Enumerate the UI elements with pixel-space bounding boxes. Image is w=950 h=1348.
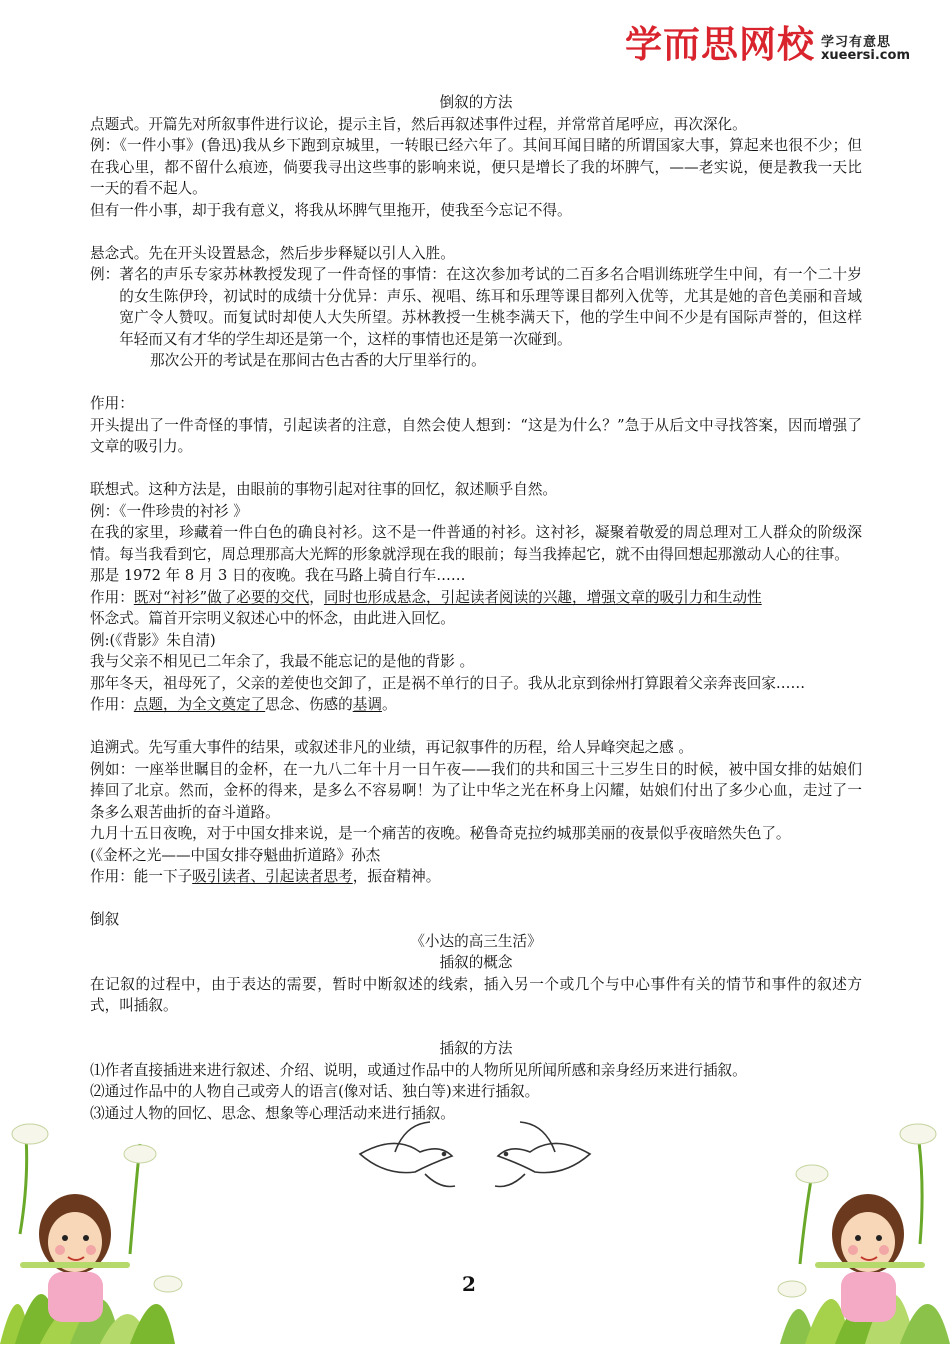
logo-url: xueersi.com bbox=[820, 48, 910, 64]
example-label: 例： bbox=[90, 266, 120, 283]
paragraph: ⑶通过人物的回忆、思念、想象等心理活动来进行插叙。 bbox=[90, 1104, 455, 1122]
page-number: 2 bbox=[462, 1272, 476, 1296]
paragraph: 在我的家里，珍藏着一件白色的确良衬衫。这不是一件普通的衬衫。这衬衫，凝聚着敬爱的周总理对工人群众的阶级深情。每当我看到它，周总理那高大光辉的形象就浮现在我的眼前；每当我捧起它，就不由得回想起那激动人心的往事。 bbox=[90, 524, 862, 563]
paragraph: 我与父亲不相见已二年余了，我最不能忘记的是他的背影 。 bbox=[90, 653, 475, 670]
text: 思念、伤感的 bbox=[265, 696, 353, 713]
paragraph-example bbox=[90, 264, 862, 350]
paragraph: 那年冬天，祖母死了，父亲的差使也交卸了，正是祸不单行的日子。我从北京到徐州打算跟着父亲奔丧回家…… bbox=[90, 674, 806, 692]
text: ，振奋精神。 bbox=[352, 868, 441, 885]
paragraph: 那是 1972 年 8 月 3 日的夜晚。我在马路上骑自行车…… bbox=[90, 567, 466, 584]
example-text: 著名的声乐专家苏林教授发现了一件奇怪的事情：在这次参加考试的二百多名合唱训练班学生中间，有一个二十岁的女生陈伊玲，初试时的成绩十分优异：声乐、视唱、练耳和乐理等课目都列入优等，尤其是她的音色美丽和音域宽广令人赞叹。而复试时却使人大失所望。苏林教授一生桃李满天下，他的学生中间不少是有国际声誉的，但这样年轻而又有才华的学生却还是第一个，这样的事情也还是第一次碰到。 bbox=[119, 266, 862, 348]
section-title: 插叙的方法 bbox=[439, 1040, 513, 1057]
underlined-text: 吸引读者、引起读者思考 bbox=[192, 868, 353, 885]
paragraph: 怀念式。篇首开宗明义叙述心中的怀念，由此进入回忆。 bbox=[90, 610, 455, 627]
paragraph: 追溯式。先写重大事件的结果，或叙述非凡的业绩，再记叙事件的历程，给人异峰突起之感 。 bbox=[90, 739, 693, 756]
underlined-text: 基调 bbox=[352, 696, 382, 713]
footer-illustration bbox=[0, 1114, 950, 1344]
effect-label: 作用： bbox=[90, 696, 134, 713]
underlined-text: 既对“衬衫” bbox=[133, 588, 208, 606]
dove-right-icon bbox=[495, 1122, 590, 1187]
section-title: 倒叙的方法 bbox=[439, 94, 513, 111]
paragraph: 那次公开的考试是在那间古色古香的大厅里举行的。 bbox=[150, 352, 486, 369]
paragraph: 倒叙 bbox=[90, 911, 120, 928]
text: ， bbox=[309, 588, 324, 606]
section-title: 插叙的概念 bbox=[439, 954, 513, 971]
paragraph: 例如：一座举世瞩目的金杯，在一九八二年十月一日午夜——我们的共和国三十三岁生日的时候，被中国女排的姑娘们捧回了北京。然而，金杯的得来，是多么不容易啊！为了让中华之光在杯身上闪耀，姑娘们付出了多少心血，走过了一条多么艰苦曲折的奋斗道路。 bbox=[90, 760, 862, 821]
underlined-text: 点题，为全文奠定了 bbox=[133, 696, 266, 713]
dove-left-icon bbox=[360, 1122, 455, 1187]
paragraph: 联想式。这种方法是，由眼前的事物引起对往事的回忆，叙述顺乎自然。 bbox=[90, 481, 558, 498]
effect-label: 作用：能一下子 bbox=[90, 868, 193, 885]
logo-side bbox=[821, 36, 910, 63]
paragraph-effect bbox=[90, 587, 862, 609]
section-title: 《小达的高三生活》 bbox=[410, 932, 542, 950]
paragraph: 开头提出了一件奇怪的事情，引起读者的注意，自然会使人想到：“这是为什么？”急于从后文中寻找答案，因而增强了文章的吸引力。 bbox=[90, 416, 862, 455]
paragraph: (《金杯之光——中国女排夺魁曲折道路》孙杰 bbox=[90, 846, 381, 864]
paragraph: ⑵通过作品中的人物自己或旁人的语言(像对话、独白等)来进行插叙。 bbox=[90, 1083, 540, 1100]
paragraph: 在记叙的过程中，由于表达的需要，暂时中断叙述的线索，插入另一个或几个与中心事件有关的情节和事件的叙述方式，叫插叙。 bbox=[90, 975, 862, 1014]
paragraph: 九月十五日夜晚，对于中国女排来说，是一个痛苦的夜晚。秘鲁奇克拉约城那美丽的夜景似乎夜暗然失色了。 bbox=[90, 825, 791, 842]
paragraph-effect bbox=[90, 866, 862, 888]
underlined-text: 同时也形成悬念，引起读者阅读的兴趣，增强文章的吸引力和生动性 bbox=[323, 588, 762, 606]
paragraph: 作用： bbox=[90, 395, 134, 412]
paragraph: 例:(《背影》朱自清) bbox=[90, 631, 216, 649]
logo-text: 学而思网校 bbox=[624, 23, 815, 66]
logo-slogan: 学习有意思 bbox=[820, 34, 891, 50]
paragraph-effect bbox=[90, 694, 862, 716]
underlined-text: 做了必要的交代 bbox=[207, 588, 310, 606]
document-body bbox=[90, 92, 862, 1124]
paragraph: 例：《一件小事》(鲁迅)我从乡下跑到京城里，一转眼已经六年了。其间耳闻目睹的所谓国家大事，算起来也很不少；但在我心里，都不留什么痕迹，倘要我寻出这些事的影响来说，便只是增长了我的坏脾气，——老实说，便是教我一天比一天的看不起人。 bbox=[90, 137, 862, 197]
paragraph: 例：《一件珍贵的衬衫 》 bbox=[90, 502, 248, 520]
footer-decoration bbox=[0, 1114, 950, 1344]
paragraph: 悬念式。先在开头设置悬念，然后步步释疑以引人入胜。 bbox=[90, 244, 455, 262]
effect-label: 作用： bbox=[90, 588, 134, 606]
paragraph: 但有一件小事，却于我有意义，将我从坏脾气里拖开，使我至今忘记不得。 bbox=[90, 201, 572, 219]
paragraph: 点题式。开篇先对所叙事件进行议论，提示主旨，然后再叙述事件过程，并常常首尾呼应，再次深化。 bbox=[90, 115, 747, 133]
text: 。 bbox=[381, 696, 397, 713]
brand-logo bbox=[624, 23, 910, 66]
paragraph: ⑴作者直接插进来进行叙述、介绍、说明，或通过作品中的人物所见所闻所感和亲身经历来进行插叙。 bbox=[90, 1061, 747, 1079]
